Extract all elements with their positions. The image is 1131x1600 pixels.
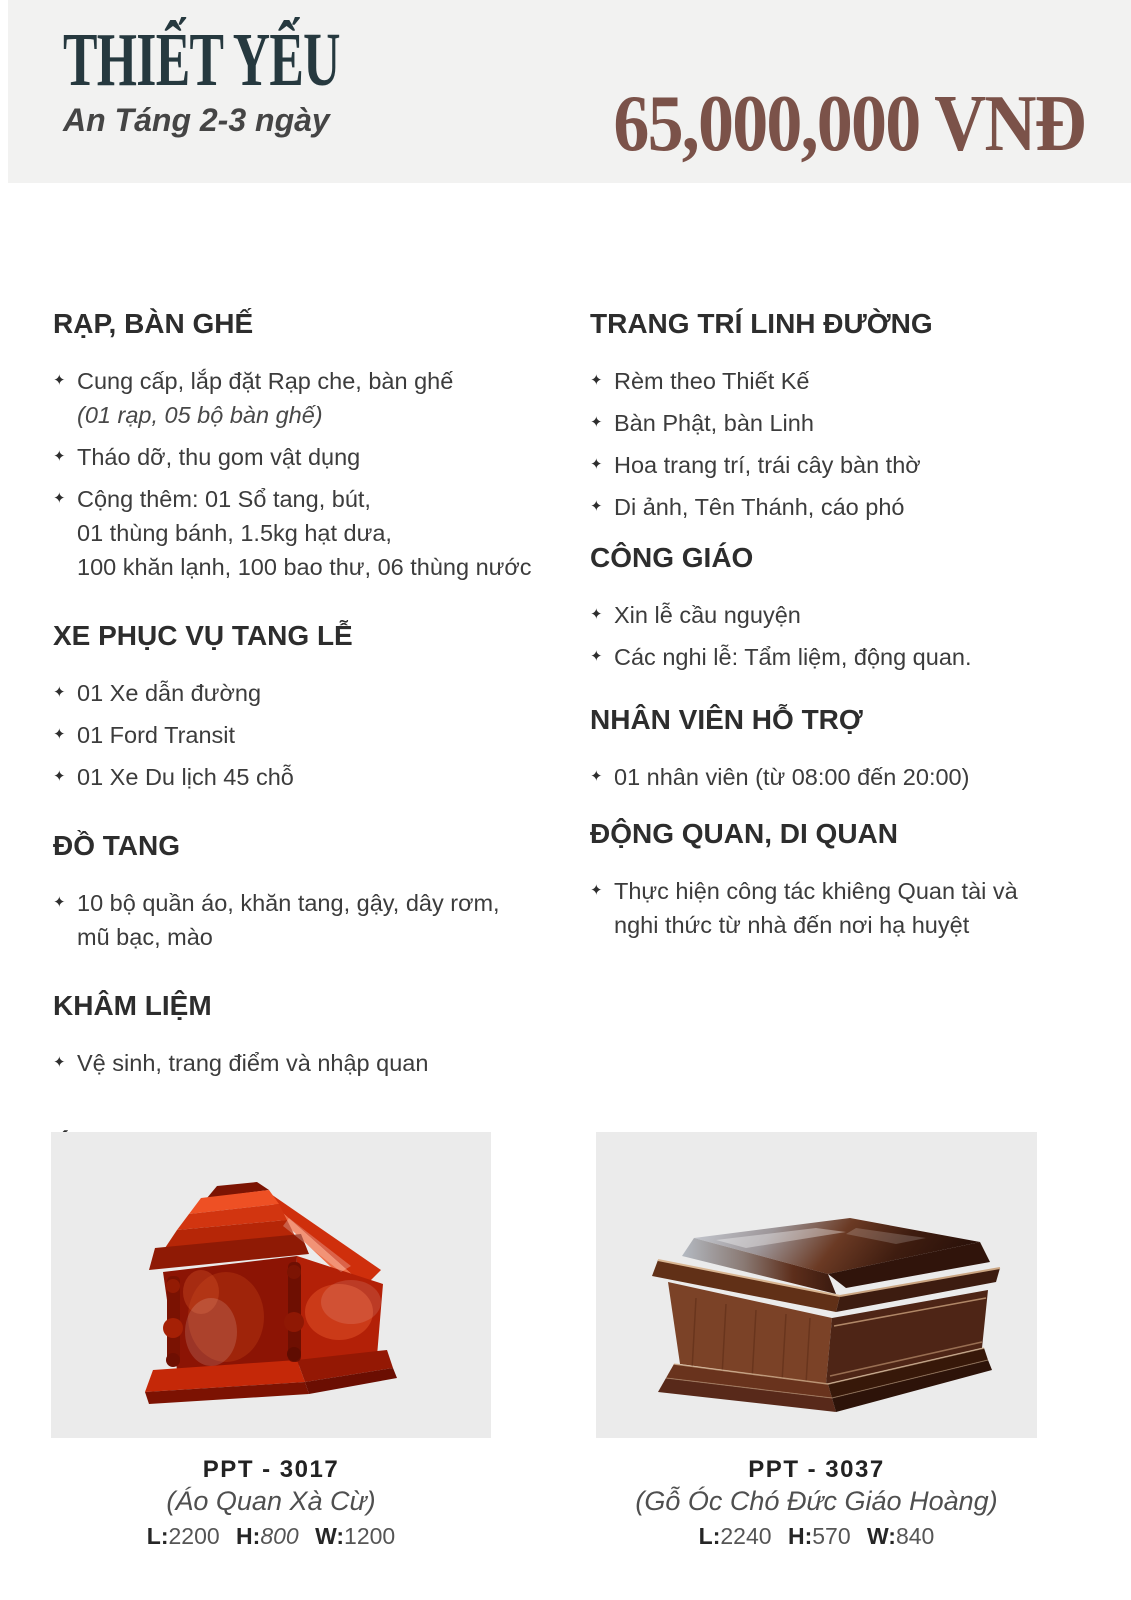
left-column	[53, 308, 573, 1186]
section-title: ĐỘNG QUAN, DI QUAN	[590, 818, 898, 849]
brand-block	[63, 18, 470, 139]
section-rap-ban-ghe	[53, 308, 573, 584]
bullet-icon: ✦	[53, 768, 66, 785]
dim-label: L:	[698, 1523, 721, 1549]
item-line: 01 Xe Du lịch 45 chỗ	[77, 764, 294, 790]
item-line: Các nghi lễ: Tẩm liệm, động quan.	[614, 644, 972, 670]
bullet-icon: ✦	[53, 726, 66, 743]
product-caption-3037	[596, 1456, 1037, 1550]
list-item	[53, 440, 573, 474]
item-line: Rèm theo Thiết Kế	[614, 368, 810, 394]
dim-value: 840	[895, 1523, 935, 1549]
red-coffin-illustration	[51, 1132, 491, 1438]
bullet-icon: ✦	[53, 490, 66, 507]
item-line: Hoa trang trí, trái cây bàn thờ	[614, 452, 921, 478]
bullet-icon: ✦	[590, 414, 603, 431]
package-title: THIẾT YẾU	[63, 18, 340, 102]
item-line: Xin lễ cầu nguyện	[614, 602, 801, 628]
item-line: 10 bộ quần áo, khăn tang, gậy, dây rơm,	[77, 890, 500, 916]
coffin-photo-brown	[596, 1132, 1037, 1438]
bullet-icon: ✦	[590, 456, 603, 473]
item-line: (01 rạp, 05 bộ bàn ghế)	[77, 402, 323, 428]
list-item	[53, 482, 573, 584]
walnut-coffin-illustration	[596, 1132, 1037, 1438]
item-line: Vệ sinh, trang điểm và nhập quan	[77, 1050, 429, 1076]
list-item	[590, 448, 1090, 482]
item-line: nghi thức từ nhà đến nơi hạ huyệt	[614, 912, 970, 938]
item-line: mũ bạc, mào	[77, 924, 213, 950]
item-line: Thực hiện công tác khiêng Quan tài và	[614, 878, 1018, 904]
list-item	[590, 760, 1090, 794]
list-item	[590, 598, 1090, 632]
bullet-icon: ✦	[53, 1054, 66, 1071]
product-dimensions	[596, 1522, 1037, 1550]
section-title: XE PHỤC VỤ TANG LỄ	[53, 620, 353, 651]
dim-value: 570	[812, 1523, 851, 1549]
right-column	[590, 308, 1090, 942]
dim-label: W:	[315, 1523, 345, 1549]
section-title: RẠP, BÀN GHẾ	[53, 308, 254, 339]
section-dong-quan	[590, 818, 1090, 942]
section-do-tang	[53, 830, 573, 954]
list-item	[590, 640, 1090, 674]
bullet-icon: ✦	[53, 372, 66, 389]
dim-label: H:	[236, 1523, 261, 1549]
section-title: ĐỒ TANG	[53, 830, 181, 861]
section-title: KHÂM LIỆM	[53, 990, 212, 1021]
item-line: Di ảnh, Tên Thánh, cáo phó	[614, 494, 905, 520]
item-line: 01 Xe dẫn đường	[77, 680, 262, 706]
bullet-icon: ✦	[590, 768, 603, 785]
section-title: CÔNG GIÁO	[590, 542, 754, 573]
item-line: Tháo dỡ, thu gom vật dụng	[77, 444, 361, 470]
coffin-photo-red	[51, 1132, 491, 1438]
item-line: 01 thùng bánh, 1.5kg hạt dưa,	[77, 520, 392, 546]
product-name: (Gỗ Óc Chó Đức Giáo Hoàng)	[635, 1486, 998, 1516]
item-line: 100 khăn lạnh, 100 bao thư, 06 thùng nước	[77, 554, 532, 580]
item-line: 01 Ford Transit	[77, 722, 236, 748]
dim-value: 800	[260, 1523, 299, 1549]
item-line: 01 nhân viên (từ 08:00 đến 20:00)	[614, 764, 970, 790]
product-name: (Áo Quan Xà Cừ)	[166, 1486, 376, 1516]
dim-value: 2240	[720, 1523, 772, 1549]
section-cong-giao	[590, 542, 1090, 674]
dim-label: W:	[867, 1523, 896, 1549]
list-item	[53, 676, 573, 710]
dim-label: H:	[787, 1523, 813, 1549]
bullet-icon: ✦	[590, 372, 603, 389]
header-band	[8, 0, 1131, 183]
bullet-icon: ✦	[590, 882, 603, 899]
item-line: Cộng thêm: 01 Sổ tang, bút,	[77, 486, 371, 512]
section-kham-liem	[53, 990, 573, 1080]
dim-value: 2200	[168, 1523, 220, 1549]
package-subtitle: An Táng 2-3 ngày	[63, 102, 330, 138]
item-line: Bàn Phật, bàn Linh	[614, 410, 814, 436]
product-code: PPT - 3017	[202, 1456, 340, 1483]
bullet-icon: ✦	[590, 606, 603, 623]
list-item	[53, 886, 573, 954]
dim-label: L:	[146, 1523, 169, 1549]
section-title: TRANG TRÍ LINH ĐƯỜNG	[590, 308, 933, 339]
section-xe-phuc-vu	[53, 620, 573, 794]
section-trang-tri	[590, 308, 1090, 524]
bullet-icon: ✦	[590, 648, 603, 665]
list-item	[53, 718, 573, 752]
package-price: 65,000,000 VNĐ	[613, 80, 1085, 168]
section-title: NHÂN VIÊN HỖ TRỢ	[590, 704, 863, 735]
list-item	[590, 364, 1090, 398]
list-item	[53, 760, 573, 794]
bullet-icon: ✦	[590, 498, 603, 515]
list-item	[590, 874, 1090, 942]
product-code: PPT - 3037	[748, 1456, 885, 1483]
product-caption-3017	[51, 1456, 491, 1550]
bullet-icon: ✦	[53, 448, 66, 465]
bullet-icon: ✦	[53, 684, 66, 701]
bullet-icon: ✦	[53, 894, 66, 911]
section-nhan-vien	[590, 704, 1090, 794]
item-line: Cung cấp, lắp đặt Rạp che, bàn ghế	[77, 368, 454, 394]
list-item	[53, 364, 573, 432]
dim-value: 1200	[344, 1523, 396, 1549]
list-item	[53, 1046, 573, 1080]
list-item	[590, 490, 1090, 524]
product-dimensions	[51, 1522, 491, 1550]
list-item	[590, 406, 1090, 440]
